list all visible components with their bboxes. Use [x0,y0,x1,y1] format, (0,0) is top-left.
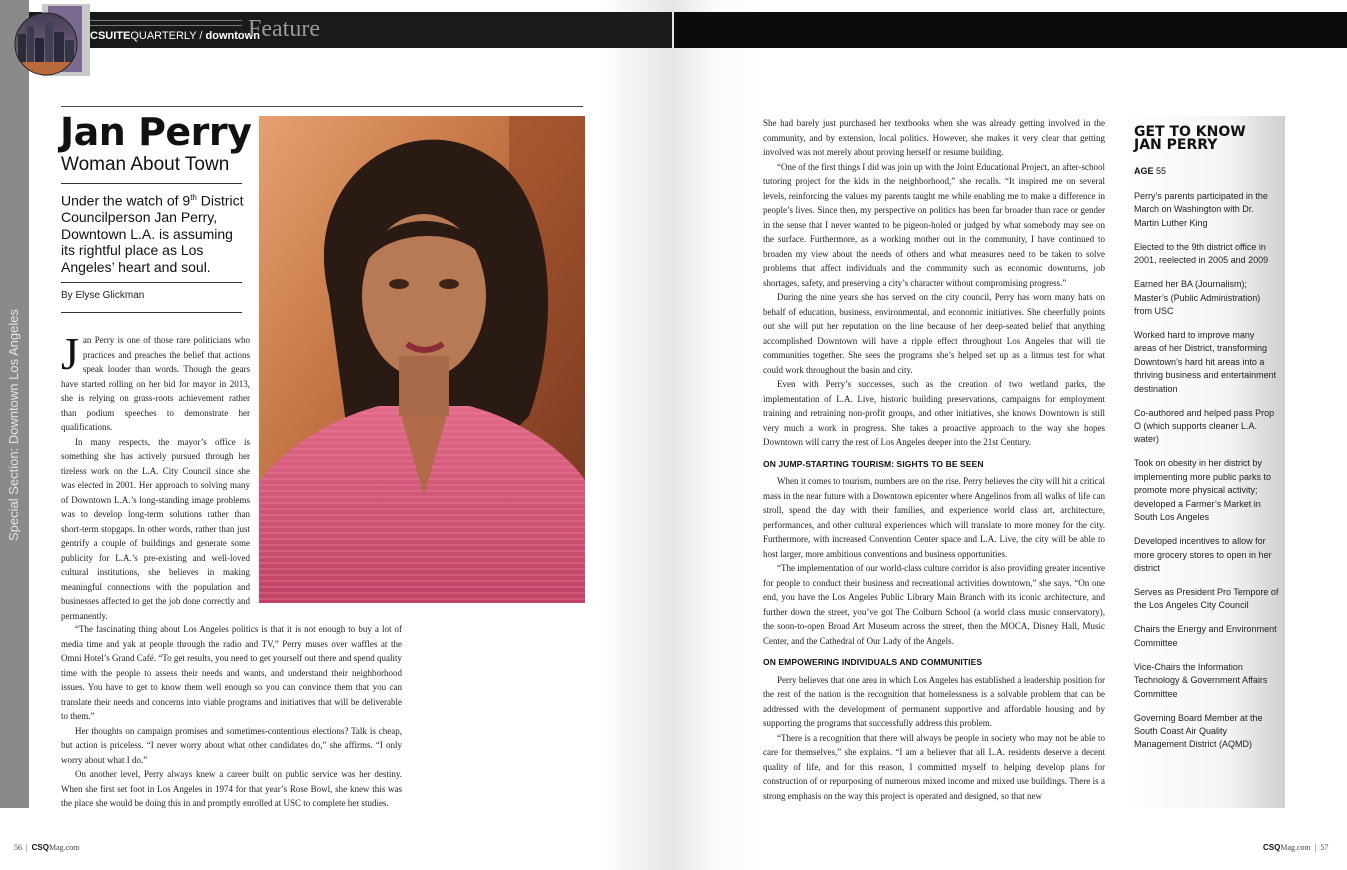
section-heading-tourism: ON JUMP-STARTING TOURISM: SIGHTS TO BE SEEN [763,458,984,469]
byline: By Elyse Glickman [61,290,145,301]
paragraph: She had barely just purchased her textbooks when she was already getting involved in the community, and by extension, local politics. However, she makes it very clear that getting involved was not merely about proving herself or resume building. [763,118,1105,157]
footer-site-bold: CSQ [31,843,49,852]
gutter-shadow [600,0,674,870]
paragraph: When it comes to tourism, numbers are on the rise. Perry believes the city will hit a critical mass in the near future with a Downtown epicenter where Angelinos from all walks of life can stroll, spend the day with their families, and experience world class art, architecture, performances, and other cultural experiences which will translate to more money for the city. Furthermore, with increased Convention Center space and L.A. Live, the city will be able to host larger, more ambitious conventions and business opportunities. [763,476,1105,559]
footer-left [14,843,79,852]
section-heading-communities: ON EMPOWERING INDIVIDUALS AND COMMUNITIES [763,657,983,667]
paragraph: In many respects, the mayor’s office is something she has actively pursued through her tireless work on the L.A. City Council since she was elected in 2001. Her approach to solving many of Downtown L.A.’s long-standing image problems was to develop long-term solutions rather than short-term stopgaps. In other words, rather than just gentrify a couple of buildings and generate some publicity for L.A.’s pre-existing and well-loved cultural institutions, she believes in making meaningful connections with the population and businesses affected to get the job done correctly and permanently. [61,436,250,621]
brand-bold: CSUITE [90,30,131,42]
page-number-right: 57 [1320,843,1329,852]
dek-part1: Under the watch of 9 [61,192,191,209]
right-column-text [763,116,1105,803]
paragraph: “The fascinating thing about Los Angeles politics is that it is not enough to buy a lot of media time and yak at people through the radio and TV,” Perry muses over waffles at the Omni Hotel’s Grand Café. “To get results, you need to get yourself out there and spend quality time with the people to assess their needs and wants, and understand their neighborhood issues. You have to get to know them well enough so you can convince them that you can translate their needs and concerns into viable programs and initiatives that will be deliverable to them.” [61,624,402,721]
fact-item: Vice-Chairs the Information Technology & Government Affairs Committee [1134,661,1268,699]
header-feature-label: Feature [248,16,320,42]
header-band-right [674,12,1347,48]
fact-item: Serves as President Pro Tempore of the Los Angeles City Council [1134,586,1279,611]
side-section-label: Special Section: Downtown Los Angeles [6,309,21,541]
footer-site-rest: Mag.com [48,843,80,852]
age-value: 55 [1156,166,1167,176]
page-number-left: 56 [14,843,22,852]
footer-separator: | [26,843,28,852]
fact-item: Perry’s parents participated in the March on Washington with Dr. Martin Luther King [1134,191,1268,228]
fact-item: Developed incentives to allow for more grocery stores to open in her district [1134,536,1272,573]
footer-site-rest: Mag.com [1280,843,1311,852]
footer-site-bold: CSQ [1263,843,1281,852]
left-wide-text [61,622,402,811]
skyline-logo-icon [14,4,90,76]
dek-sup: th [190,193,197,202]
article-subtitle: Woman About Town [61,154,230,175]
paragraph: During the nine years she has served on the city council, Perry has worn many hats on behalf of education, business, environmental, and economic initiatives. She cheerfully points out she will put her reputation on the line because of her deep-seated belief that anything accomplished Downtown will have a ripple effect throughout Los Angeles that will tie communities together. She sees the programs she’s helped set up as a litmus test for what could work throughout the basin and city. [763,292,1105,375]
brand-rest: QUARTERLY / [130,30,206,42]
fact-item: Elected to the 9th district office in 2001, reelected in 2005 and 2009 [1134,241,1269,266]
footer-separator: | [1314,843,1317,852]
paragraph: Even with Perry’s successes, such as the creation of two wetland parks, the implementation of L.A. Live, historic building preservations, campaigns for employment training and retraining non-profit groups, and other initiatives, she knows Downtown is still very much a work in progress. She takes a proactive approach to the way she hopes Downtown will carry the rest of Los Angeles deeper into the 21st Century. [763,379,1105,447]
brand-section: downtown [205,30,260,42]
divider [61,183,242,184]
age-label: AGE [1134,166,1154,176]
article-title: Jan Perry [60,110,252,154]
fact-item: Co-authored and helped pass Prop O (which supports cleaner L.A. water) [1134,407,1275,445]
left-column-text [61,328,250,623]
sidebar-title [1134,126,1274,152]
paragraph: Perry believes that one area in which Los Angeles has established a leadership position for the rest of the nation is the recognition that homelessness is a solvable problem that can be addressed with the development of permanent supportive and affordable housing and by supporting the programs that successfully address this problem. [763,674,1105,728]
sidebar-age [1134,166,1166,176]
drop-cap: J [61,328,79,379]
portrait-photo [259,116,585,603]
fact-item: Chairs the Energy and Environment Committee [1134,624,1277,648]
header-brand [90,30,260,42]
fact-item: Took on obesity in her district by implementing more public parks to promote more physical activity; developed a Farmer’s Market in South Los Angeles [1134,458,1272,523]
fact-item: Governing Board Member at the South Coast Air Quality Management District (AQMD) [1134,712,1263,750]
footer-right [1263,843,1328,852]
sidebar-title-line2: JAN PERRY [1134,137,1218,153]
divider [61,312,242,313]
dek-part2: District Councilperson Jan Perry, Downtown L.A. is assuming its rightful place as Los Angeles’ heart and soul. [61,192,244,275]
top-rule [61,106,583,107]
fact-item: Earned her BA (Journalism); Master’s (Public Administration) from USC [1134,279,1261,317]
header-rule-lines [90,20,242,26]
sidebar-facts [1134,190,1279,762]
sidebar-title-line1: GET TO KNOW [1134,124,1246,140]
paragraph: “The implementation of our world-class culture corridor is also providing greater incentive for people to conduct their business and recreational activities downtown,” she says. “On one end, you have the Los Angeles Public Library Main Branch with its iconic architecture, and further down the street, you’ve got The Colburn School (a world class music conservatory), the soon-to-open Broad Art Museum across the street, then the MOCA, Disney Hall, Music Center, and the Cathedral of Our Lady of the Angels. [763,563,1105,646]
article-dek [61,190,246,275]
paragraph: an Perry is one of those rare politicians who practices and preaches the belief that actions speak louder than words. Though the gears have started rolling on her bid for mayor in 2013, she is relying on grass-roots achievement rather than podium speeches to demonstrate her qualifications. [61,335,250,432]
paragraph: “One of the first things I did was join up with the Joint Educational Project, an after-school tutoring project for the kids in the neighborhood,” she recalls. “It inspired me on several levels, reinforcing the values my parents taught me while enabling me to make a difference in people’s lives. Since then, my perspective on politics has been far broader than race or gender in the sense that I never wanted to be pigeon-holed or judged by what somebody may see on the surface. Furthermore, as a working mother out in the community, I have continued to broaden my view about the needs of others and what measures need to be taken to solve problems that affect individuals and the community such as economic downturns, job shortages, safety, and preserving a city’s character without compromising progress.” [763,161,1105,288]
paragraph: “There is a recognition that there will always be people in society who may not be able to care for themselves,” she explains. “I am a believer that all L.A. residents deserve a decent quality of life, and for this reason, I committed myself to helping develop plans for construction of or repurposing of numerous mixed income and mixed use buildings. There is a strong emphasis on the way this project is operated and designed, so that new [763,732,1105,801]
fact-item: Worked hard to improve many areas of her District, transforming Downtown’s hard hit areas into a thriving business and entertainment destination [1134,330,1277,394]
paragraph: Her thoughts on campaign promises and sometimes-contentious elections? Talk is cheap, but action is priceless. “I never worry about what other candidates do,” she affirms. “I only worry about what I do.” [61,725,402,765]
paragraph: On another level, Perry always knew a career built on public service was her destiny. When she first set foot in Los Angeles in 1974 for that year’s Rose Bowl, she knew this was the place she would be doing this in and promptly enrolled at USC to complete her studies. [61,769,402,808]
divider [61,282,242,283]
